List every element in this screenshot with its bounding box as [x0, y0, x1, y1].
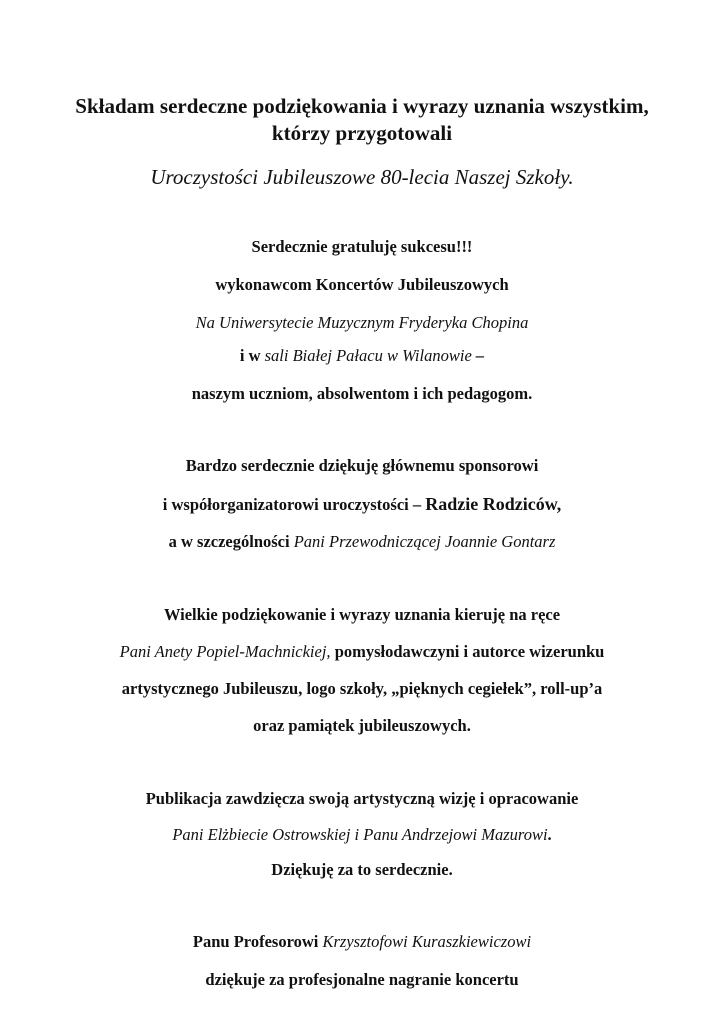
header-line-2: którzy przygotowali [271, 121, 453, 145]
sponsor-line-1: Bardzo serdecznie dziękuję głównemu sponsorowi [185, 456, 539, 475]
artist-line-4: oraz pamiątek jubileuszowych. [253, 716, 471, 735]
congrats-line-5: naszym uczniom, absolwentom i ich pedagogom. [191, 384, 533, 403]
congrats-line-4-suffix: – [471, 346, 485, 365]
congrats-line-4-prefix: i w [239, 346, 265, 365]
header-line-3-jubilee-title: Uroczystości Jubileuszowe 80-lecia Naszej Szkoły. [150, 165, 574, 189]
publication-line-1: Publikacja zawdzięcza swoją artystyczną wizję i opracowanie [145, 789, 579, 808]
sponsor-line-2 [0, 494, 724, 515]
publication-line-2-suffix: . [547, 825, 552, 844]
sponsor-line-3-prefix: a w szczególności [168, 532, 294, 551]
sponsor-line-2-name: Radzie Rodziców, [425, 494, 562, 514]
recording-line-1-name: Krzysztofowi Kuraszkiewiczowi [322, 932, 532, 951]
artist-line-3: artystycznego Jubileuszu, logo szkoły, „pięknych cegiełek”, roll-up’a [121, 679, 603, 698]
congrats-line-4-venue: sali Białej Pałacu w Wilanowie [264, 346, 472, 365]
header-line-1: Składam serdeczne podziękowania i wyrazy uznania wszystkim, [75, 94, 649, 118]
publication-line-2-names: Pani Elżbiecie Ostrowskiej i Panu Andrzejowi Mazurowi [172, 825, 548, 844]
artist-line-1: Wielkie podziękowanie i wyrazy uznania kieruję na ręce [163, 605, 561, 624]
publication-line-2 [0, 825, 724, 845]
publication-line-3: Dziękuję za to serdecznie. [271, 860, 453, 879]
congrats-line-4 [0, 346, 724, 366]
congrats-line-1: Serdecznie gratuluję sukcesu!!! [251, 237, 473, 256]
congrats-line-3: Na Uniwersytecie Muzycznym Fryderyka Chopina [195, 313, 529, 332]
artist-line-2-suffix: pomysłodawczyni i autorce wizerunku [330, 642, 605, 661]
artist-line-2 [0, 642, 724, 662]
sponsor-line-3-name: Pani Przewodniczącej Joannie Gontarz [293, 532, 556, 551]
congrats-line-2: wykonawcom Koncertów Jubileuszowych [215, 275, 509, 294]
sponsor-line-3 [0, 532, 724, 552]
recording-line-1 [0, 932, 724, 952]
recording-line-2: dziękuje za profesjonalne nagranie koncertu [205, 970, 519, 989]
artist-line-2-name: Pani Anety Popiel-Machnickiej, [119, 642, 331, 661]
recording-line-1-prefix: Panu Profesorowi [192, 932, 323, 951]
sponsor-line-2-prefix: i współorganizatorowi uroczystości – [162, 495, 426, 514]
